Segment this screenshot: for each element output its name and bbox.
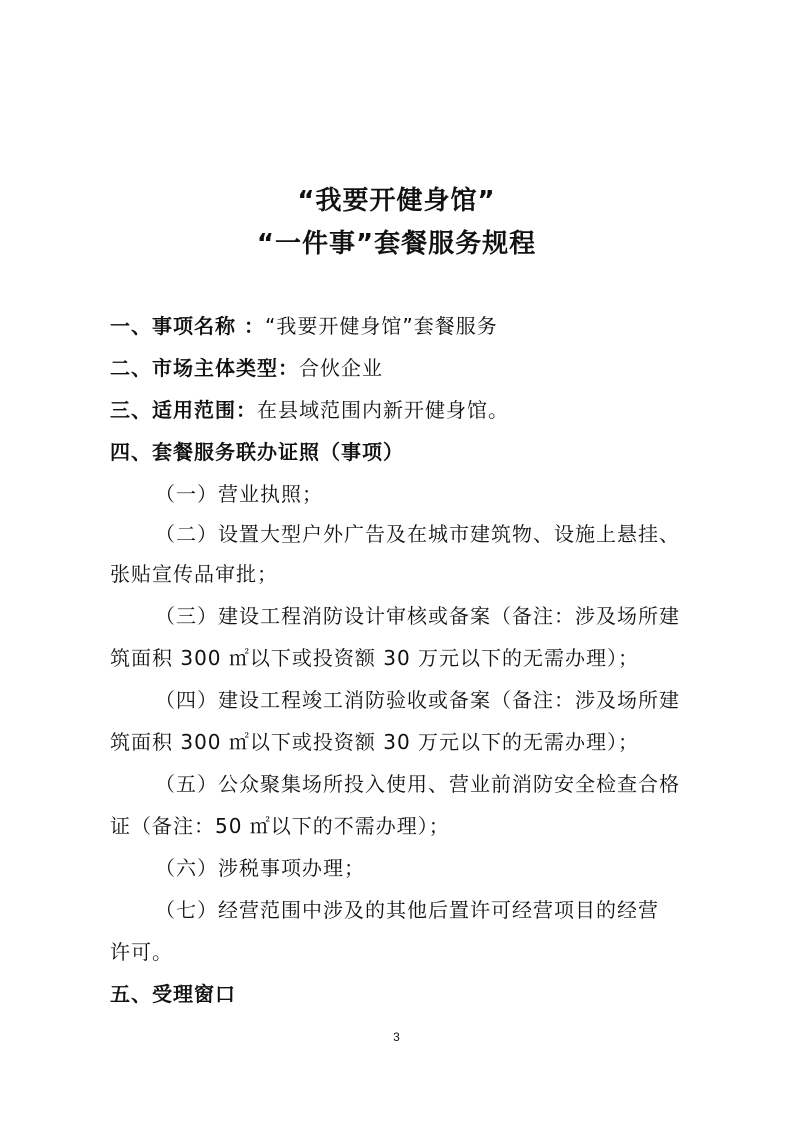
title-line-1: “我要开健身馆” bbox=[297, 186, 496, 216]
section-licenses bbox=[110, 438, 690, 466]
section-scope bbox=[110, 396, 690, 424]
section-scope-value: 在县域范围内新开健身馆。 bbox=[257, 398, 509, 422]
section-licenses-label: 四、套餐服务联办证照（事项） bbox=[110, 440, 404, 464]
item-7-line-2: 许可。 bbox=[110, 940, 173, 964]
section-market-type-label: 二、市场主体类型： bbox=[110, 356, 299, 380]
section-market-type bbox=[110, 354, 690, 382]
section-window bbox=[110, 980, 690, 1008]
section-scope-label: 三、适用范围： bbox=[110, 398, 257, 422]
item-6-line-1: （六）涉税事项办理； bbox=[155, 856, 365, 880]
title-line-2: “一件事”套餐服务规程 bbox=[256, 229, 537, 259]
section-item-name-label: 一、事项名称 ： bbox=[110, 314, 265, 338]
section-window-label: 五、受理窗口 bbox=[110, 982, 236, 1006]
section-item-name-value: “我要开健身馆”套餐服务 bbox=[264, 314, 498, 338]
section-market-type-value: 合伙企业 bbox=[299, 356, 383, 380]
item-1-line-1: （一）营业执照； bbox=[155, 482, 323, 506]
item-5-line-2: 证（备注：50 ㎡以下的不需办理）； bbox=[110, 814, 450, 838]
item-4-line-2: 筑面积 300 ㎡以下或投资额 30 万元以下的无需办理）； bbox=[110, 730, 640, 754]
section-item-name bbox=[110, 312, 690, 340]
item-4-line-1: （四）建设工程竣工消防验收或备案（备注：涉及场所建 bbox=[155, 688, 680, 712]
item-5-line-1: （五）公众聚集场所投入使用、营业前消防安全检查合格 bbox=[155, 772, 680, 796]
item-2-line-2: 张贴宣传品审批； bbox=[110, 562, 278, 586]
page-number: 3 bbox=[393, 1030, 400, 1044]
item-3-line-1: （三）建设工程消防设计审核或备案（备注：涉及场所建 bbox=[155, 604, 680, 628]
item-3-line-2: 筑面积 300 ㎡以下或投资额 30 万元以下的无需办理）； bbox=[110, 646, 640, 670]
item-2-line-1: （二）设置大型户外广告及在城市建筑物、设施上悬挂、 bbox=[155, 522, 680, 546]
item-7-line-1: （七）经营范围中涉及的其他后置许可经营项目的经营 bbox=[155, 898, 659, 922]
